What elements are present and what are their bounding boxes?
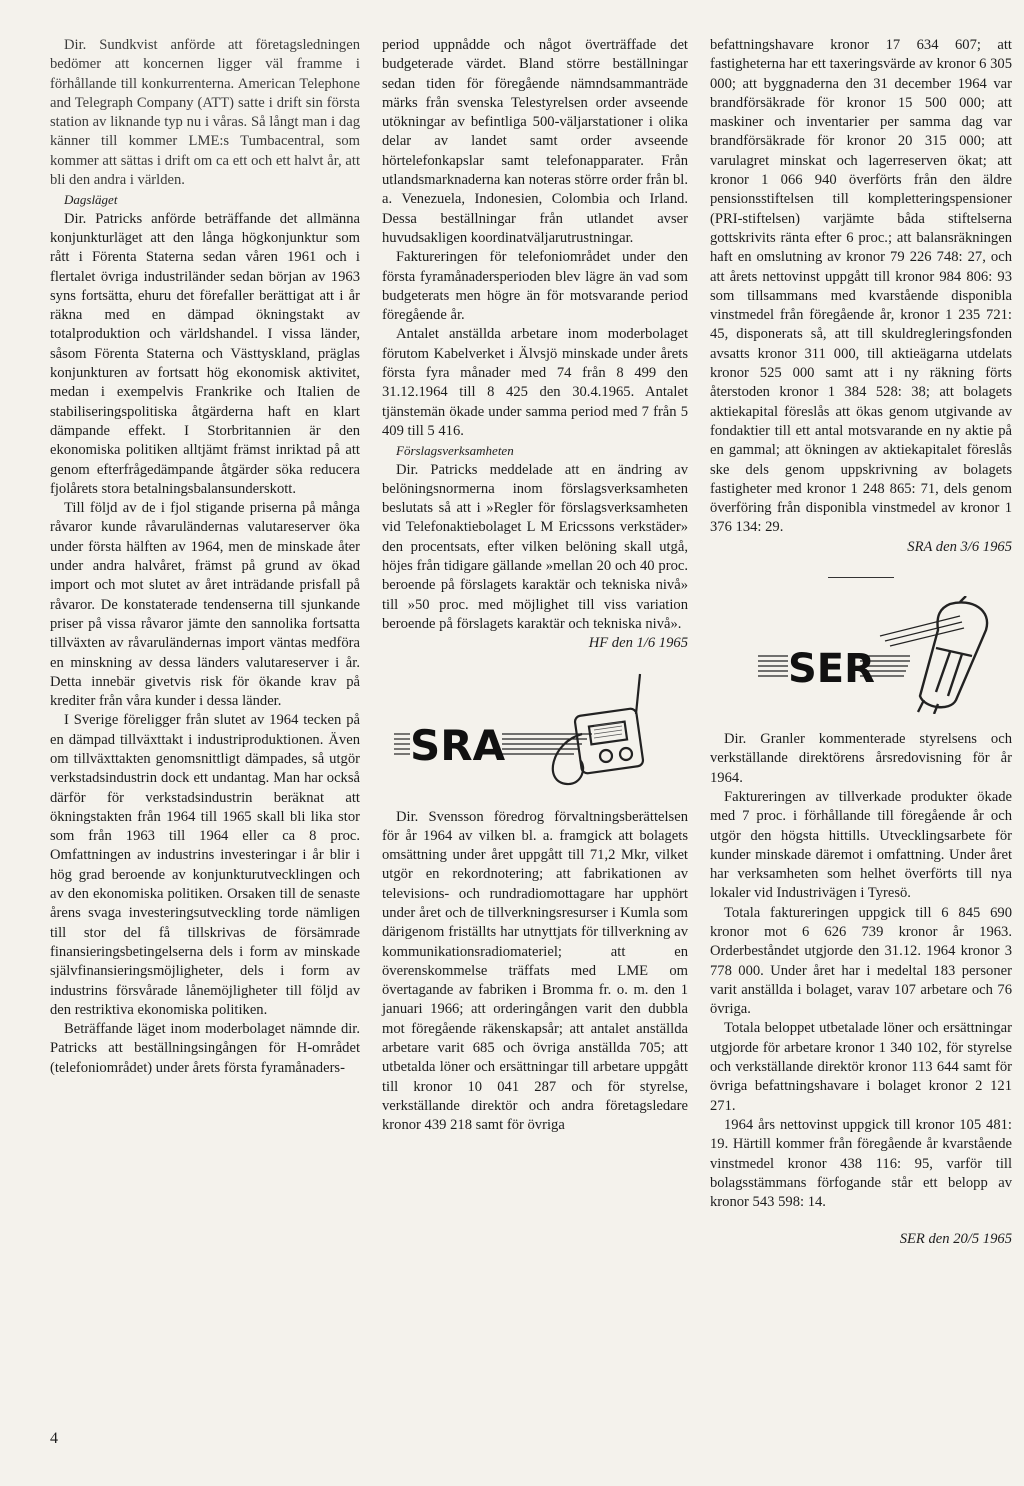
paragraph-totala-fakturering: Totala faktureringen uppgick till 6 845 690 kronor mot 6 626 739 kronor år 1963. Orderbeståndet utgjorde den 31.12. 1964 kronor 3 778 000. Under året har i medeltal 183 personer varit anställda i bolaget, varav 107 arbetare och 76 övriga. [710,904,1012,1018]
paragraph-nettovinst: 1964 års nettovinst uppgick till kronor 105 481: 19. Härtill kommer från föregående år kvarstående vinstmedel kronor 438 116: 95, varför till bolagsstämmans förfogande står ett belopp av kronor 543 598: 14. [710,1116,1012,1211]
ser-tube-icon [710,596,1010,714]
ser-logo-text: SER [788,646,875,693]
sra-radio-icon [382,672,682,792]
paragraph-fastigheter: befattningshavare kronor 17 634 607; att fastigheterna har ett taxeringsvärde av kronor 6 305 000; att byggnaderna den 31 december 1964 var brandförsäkrade för kronor 15 500 000; att maskiner och inventarier per samma dag var brandförsäkrade för kronor 20 315 000; att varulagret minskat och lagerreserven ökat; att kronor 1 066 940 överförts från den äldre pensionsstiftelsen till kompletteringspensioner (PRI-stiftelsen) varjämte båda stiftelserna gottskrivits ränta efter 6 proc.; att balansräkningen haft en omslutning av kronor 79 226 748: 27, och att årets nettovinst uppgått till kronor 984 806: 93 som tillsammans med kvarstående disponibla vinstmedel från föregående år, kronor 1 235 721: 45, disponerats så, att till skuldregleringsfonden avsatts kronor 311 000, till aktieägarna utdelats kronor 525 000 samt att i ny räkning förts återstoden kronor 1 384 528: 38; att bolagets aktiekapital föreslås att ökas genom utgivande av fondaktier till ett antal motsvarande en ny aktie på en gammal; att ökningen av aktiekapitalet föreslås ske dels genom uppskrivning av bolagets fastigheter med kronor 1 248 865: 71, dels genom överföring från disponibla vinstmedel av kronor 1 376 134: 29. [710,37,1012,536]
ser-logo [710,596,1012,714]
paragraph-bestallningar: period uppnådde och något överträffade det budgeterade värdet. Bland större beställningar sedan tiden för föregående nämndsammanträde märks från svenska Telestyrelsen order avseende utökningar av befintliga 500-väljarstationer i olika delar av landet samt order avseende hörtelefonkapslar samt telefonapparater. Från utlandsmarknaderna kan noteras större order från bl. a. Venezuela, Indonesien, Colombia och Irland. Dessa beställningar från utlandet avser huvudsakligen koordinatväljarutrustningar. [382,37,688,246]
paragraph-svensson: Dir. Svensson föredrog förvaltningsberättelsen för år 1964 av vilken bl. a. framgick att bolagets omsättning under året uppgått till 71,2 Mkr, vilket utgör en rekordnotering; att fabrikationen av televisions- och rundradiomottagare har upphört under året och de tillverkningsresurser i Kumla som därigenom friställts har utnyttjats för tillverkning av kommunikationsradiomateriel; att en överenskommelse träffats med LME om övertagande av fabriken i Bromma fr. o. m. den 1 januari 1966; att orderingången varit den dubbla mot föregående räkenskapsår; att antalet anställda arbetare varit 685 och övriga anställda 705; att utbetalda löner och ersättningar till arbetare uppgått till kronor 10 041 287 och för styrelse, verkställande direktör och andra företagsledare kronor 439 218 samt för övriga [382,808,688,1134]
paragraph-sverige: I Sverige föreligger från slutet av 1964 tecken på en dämpad tillväxttakt i industriproduktionen. Även om tillväxttakten genomsnittligt dämpades, så utgör verkstadsindustrin dock ett undantag. Man har också därför för verkstadsindustrin beräknat att ökningstakten från 1964 till 1965 skall bli lika stor som från 1963 till 1964 eller ca 8 proc. Omfattningen av industrins investeringar i år blir i hög grad beroende av konjunkturutvecklingen och av den ekonomiska politiken. Orsaken till de senaste årens svaga investeringsutveckling torde nämligen till stor del få tillskrivas de försämrade finansieringsbetingelserna dels i form av minskade självfinansieringsmöjligheter, dels i form av industrins försvårade lånemöjligheter till följd av den restriktiva ekonomiska politiken. [50,712,360,1018]
signature-ser: SER den 20/5 1965 [899,1231,1012,1248]
paragraph-produkter: Faktureringen av tillverkade produkter ökade med 7 proc. i förhållande till föregående år och utgör den högsta hittills. Utvecklingsarbete för kunder minskade däremot i omfattning. Under året har verksamheten som helhet överförts till nya lokaler vid Industrivägen i Tyresö. [710,788,1012,902]
sra-logo-text: SRA [410,720,506,770]
paragraph-forslagsverksamhet: Dir. Patricks meddelade att en ändring av belöningsnormerna inom förslagsverksamheten beslutats så att i »Regler för förslagsverksamheten vid Telefonaktiebolaget L M Ericssons verkstäder» den procentsats, efter vilken belöning skall utgå, höjes från tidigare gällande »mellan 20 och 40 proc. beroende på förslagets karaktär och tekniska nivå» till »50 proc. med möjlighet till viss variation beroende på förslagets karaktär och tekniska nivå». [382,461,688,632]
separator-line [828,577,894,578]
signature-sra: SRA den 3/6 1965 [907,538,1012,555]
sra-logo [382,672,688,792]
section-heading-dagslaget: Dagsläget [64,192,118,208]
paragraph-loner: Totala beloppet utbetalade löner och ersättningar utgjorde för arbetare kronor 1 340 102, för styrelse och verkställande direktör kronor 113 644 samt för övriga befattningshavare i bolaget kronor 2 121 271. [710,1020,1012,1114]
paragraph-ravaror: Till följd av de i fjol stigande priserna på många råvaror kunde råvaruländernas valutareserver öka under första hälften av 1964, men de minskade åter under andra halvåret, främst på grund av ökad import och mot slutet av året inträdande prisfall på råvaror. De konstaterade tendenserna till sjunkande priser på vissa råvaror jämte den sannolika fortsatta tillväxten av råvaruländernas import väntas medföra en minskning av dessa länders valutareserver i år. Detta innebär givetvis risk för ökande krav på krediter från våra kunder i dessa länder. [50,500,360,710]
paragraph-moderbolaget: Beträffande läget inom moderbolaget nämnde dir. Patricks att beställningsingången för H-området (telefoniområdet) under årets första fyramånaders- [50,1021,360,1076]
signature-hf: HF den 1/6 1965 [588,635,688,652]
column-right [710,36,1012,1250]
column-middle [382,36,688,1136]
paragraph-fakturering: Faktureringen för telefoniområdet under den första fyramånadersperioden blev lägre än vad som budgeterats men högre än för motsvarande period föregående år. [382,249,688,324]
paragraph-sundkvist: Dir. Sundkvist anförde att företagsledningen bedömer att koncernen ligger väl framme i förhållande till konkurrenterna. American Telephone and Telegraph Company (ATT) satte i drift sin första station av liknande typ nu i våras. Så långt man i dag känner till kommer LME:s Tumbacentral, som kommer att sättas i drift om ca ett och ett halvt år, att bli den andra i världen. [50,37,360,189]
column-left [50,36,360,1078]
paragraph-anstallda: Antalet anställda arbetare inom moderbolaget förutom Kabelverket i Älvsjö minskade under årets första fyra månader med 74 från 8 499 den 31.12.1964 till 8 425 den 30.4.1965. Antalet tjänstemän ökade under samma period med 7 från 5 409 till 5 416. [382,326,688,439]
paragraph-granler: Dir. Granler kommenterade styrelsens och verkställande direktörens årsredovisning för år 1964. [710,731,1012,786]
paragraph-konjunktur: Dir. Patricks anförde beträffande det allmänna konjunkturläget att den långa högkonjunktur som rått i Förenta Staterna sedan våren 1961 och i flertalet övriga industriländer sedan början av 1963 syns fortsätta, ehuru det förefaller berättigat att i år räkna med en dämpad ökningstakt av totalproduktion och världshandel. I vissa länder, såsom Förenta Staterna och Västtyskland, präglas konjunkturen av fortsatt hög ekonomisk aktivitet, medan i exempelvis Frankrike och Italien de stabiliseringspolitiska åtgärderna haft en klart dämpande effekt. I Storbritannien är den ekonomiska politiken alltjämt främst inriktad på att genom efterfrågedämpande åtgärder söka reducera fjolårets stora betalningsbalansunderskott. [50,210,360,497]
section-heading-forslag: Förslagsverksamheten [396,443,514,459]
page-number: 4 [50,1430,58,1447]
